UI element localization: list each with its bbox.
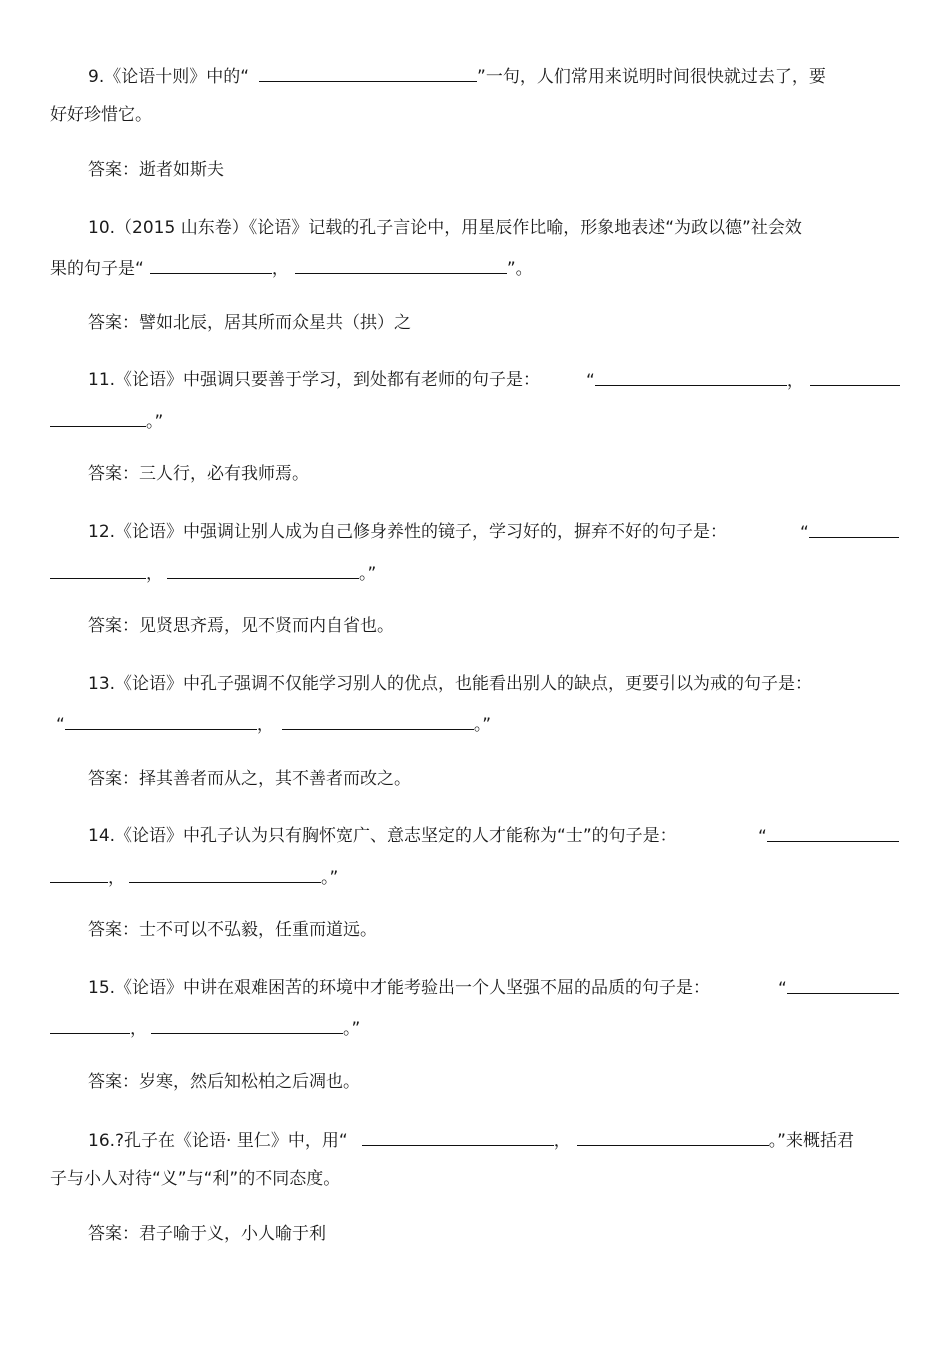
answer-16: 答案：君子喻于义，小人喻于利 [88,1224,326,1244]
question-16-line-2: 子与小人对待“义”与“利”的不同态度。 [50,1169,341,1189]
answer-blank[interactable] [810,368,900,386]
question-10-line-2: 果的句子是“ ， ”。 [50,256,533,280]
question-11-line-1: 11.《论语》中强调只要善于学习，到处都有老师的句子是： [88,370,541,390]
answer-blank[interactable] [595,368,787,386]
answer-blank[interactable] [787,976,899,994]
answer-12: 答案：见贤思齐焉，见不贤而内自省也。 [88,616,394,636]
question-12-line-1: 12.《论语》中强调让别人成为自己修身养性的镜子，学习好的，摒弃不好的句子是： [88,522,728,542]
question-14-line-1: 14.《论语》中孔子认为只有胸怀宽广、意志坚定的人才能称为“士”的句子是： [88,826,677,846]
answer-blank[interactable] [295,256,507,274]
question-13-line-1: 13.《论语》中孔子强调不仅能学习别人的优点，也能看出别人的缺点，更要引以为戒的句子是： [88,674,813,694]
answer-blank[interactable] [129,865,321,883]
answer-blank[interactable] [50,409,146,427]
question-16-line-1: 16.?孔子在《论语· 里仁》中，用“ ， 。”来概括君 [88,1128,854,1152]
question-11-line-2: 。” [50,409,163,433]
answer-blank[interactable] [362,1128,554,1146]
answer-13: 答案：择其善者而从之，其不善者而改之。 [88,769,411,789]
answer-blank[interactable] [767,824,899,842]
question-13-line-2: “ ， 。” [56,712,491,736]
question-14-line-1-right: “ [758,824,899,848]
question-15-line-1-right: “ [778,976,899,1000]
answer-blank[interactable] [151,1016,343,1034]
answer-15: 答案：岁寒，然后知松柏之后凋也。 [88,1072,360,1092]
answer-blank[interactable] [167,561,359,579]
question-11-line-1-right: “ ， [586,368,900,392]
answer-blank[interactable] [809,520,899,538]
question-15-line-2: ， 。” [50,1016,360,1040]
question-9-line-1: 9.《论语十则》中的“ ”一句，人们常用来说明时间很快就过去了，要 [88,64,826,88]
answer-blank[interactable] [259,64,477,82]
answer-14: 答案：士不可以不弘毅，任重而道远。 [88,920,377,940]
answer-blank[interactable] [150,256,272,274]
answer-blank[interactable] [282,712,474,730]
answer-11: 答案：三人行，必有我师焉。 [88,464,309,484]
answer-10: 答案：譬如北辰，居其所而众星共（拱）之 [88,313,411,333]
answer-blank[interactable] [50,561,146,579]
answer-9: 答案：逝者如斯夫 [88,160,224,180]
question-10-line-1: 10.（2015 山东卷）《论语》记载的孔子言论中，用星辰作比喻，形象地表述“为政以德”社会效 [88,218,802,238]
question-12-line-2: ， 。” [50,561,376,585]
answer-blank[interactable] [50,1016,130,1034]
answer-blank[interactable] [577,1128,769,1146]
question-9-line-2: 好好珍惜它。 [50,105,152,125]
question-12-line-1-right: “ [800,520,899,544]
answer-blank[interactable] [65,712,257,730]
question-14-line-2: ， 。” [50,865,338,889]
answer-blank[interactable] [50,865,108,883]
question-15-line-1: 15.《论语》中讲在艰难困苦的环境中才能考验出一个人坚强不屈的品质的句子是： [88,978,711,998]
